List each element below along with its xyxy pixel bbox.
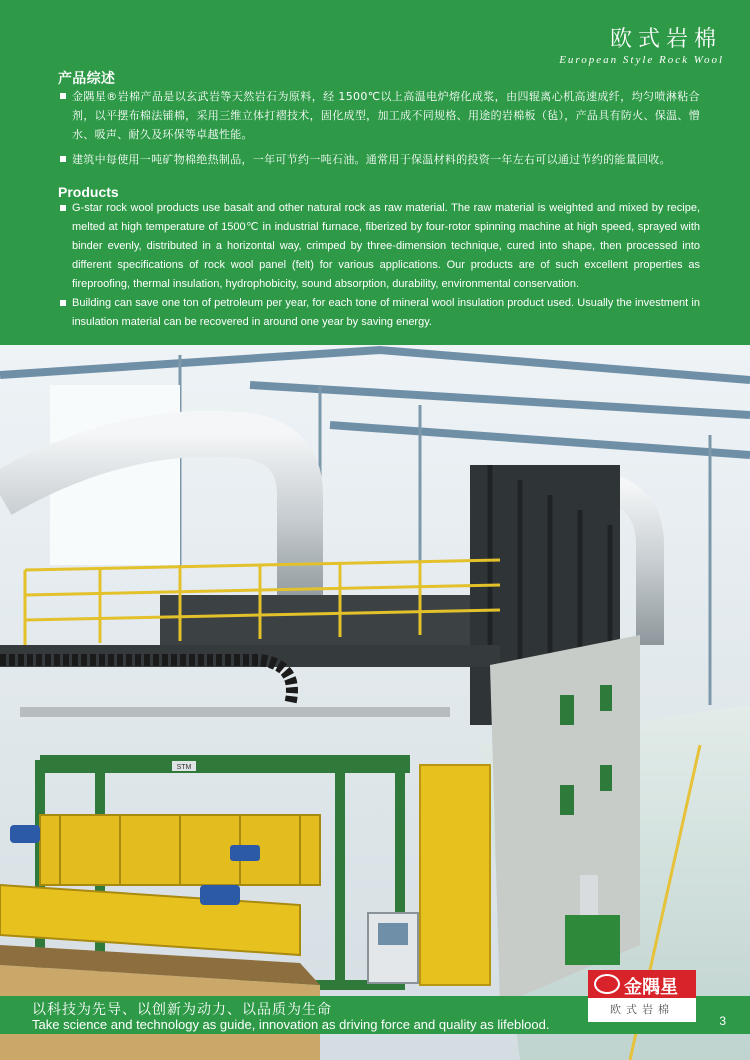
paragraph-en-1 bbox=[60, 199, 700, 294]
bullet-icon bbox=[60, 300, 66, 306]
slogan-en: Take science and technology as guide, innovation as driving force and quality as lifeblood. bbox=[32, 1017, 550, 1032]
brand-logo bbox=[588, 970, 696, 1022]
slogan-cn: 以科技为先导、以创新为动力、以品质为生命 bbox=[32, 1002, 332, 1018]
paragraph-text: Building can save one ton of petroleum per year, for each tone of mineral wool insulation product used. Usually the investment in insulation material can be recovered in around one year by saving energy. bbox=[72, 297, 700, 328]
brand-title-en: European Style Rock Wool bbox=[559, 54, 724, 66]
paragraph-en-2 bbox=[60, 294, 700, 332]
bullet-icon bbox=[60, 93, 66, 99]
bullet-icon bbox=[60, 205, 66, 211]
logo-top bbox=[588, 970, 696, 998]
machine-label: STM bbox=[176, 764, 192, 771]
logo-mark-icon bbox=[594, 974, 620, 994]
section-title-en: Products bbox=[58, 184, 119, 200]
intro-panel bbox=[0, 0, 750, 345]
paragraph-text: 金隅星®岩棉产品是以玄武岩等天然岩石为原料，经 1500℃以上高温电炉熔化成浆，由四辊离心机高速成纤，均匀喷淋粘合剂，以平摆布棉法铺棉，采用三维立体打褶技术，固化成型，加工成不同规格、用途的岩棉板（毡），产品具有防火、保温、憎水、吸声、耐久及环保等卓越性能。 bbox=[72, 90, 700, 141]
factory-photo bbox=[0, 345, 750, 1060]
brand-title-cn: 欧式岩棉 bbox=[609, 27, 722, 52]
section-title-cn: 产品综述 bbox=[58, 71, 116, 87]
paragraph-text: 建筑中每使用一吨矿物棉绝热制品，一年可节约一吨石油。通常用于保温材料的投资一年左右可以通过节约的能量回收。 bbox=[72, 153, 671, 166]
paragraph-text: G-star rock wool products use basalt and other natural rock as raw material. The raw material is weighted and mixed by recipe, melted at high temperature of 1500℃ in industrial furnace, fiberized by four-rotor spinning machine at high speed, sprayed with binder evenly, distributed in a horizontal way, crimped by three-dimension technique, cured into shape, then processed into different specifications of rock wool panel (felt) for various applications. Our products are of such excellent properties as fireproofing, thermal insulation, hydrophobicity, sound absorption, durability, environmental conservation. bbox=[72, 202, 700, 290]
bullet-icon bbox=[60, 156, 66, 162]
paragraph-cn-1 bbox=[60, 87, 700, 144]
logo-subtitle: 欧式岩棉 bbox=[588, 998, 696, 1022]
logo-name: 金隅星 bbox=[624, 977, 678, 998]
paragraph-cn-2 bbox=[60, 150, 700, 169]
page-number: 3 bbox=[719, 1014, 726, 1028]
